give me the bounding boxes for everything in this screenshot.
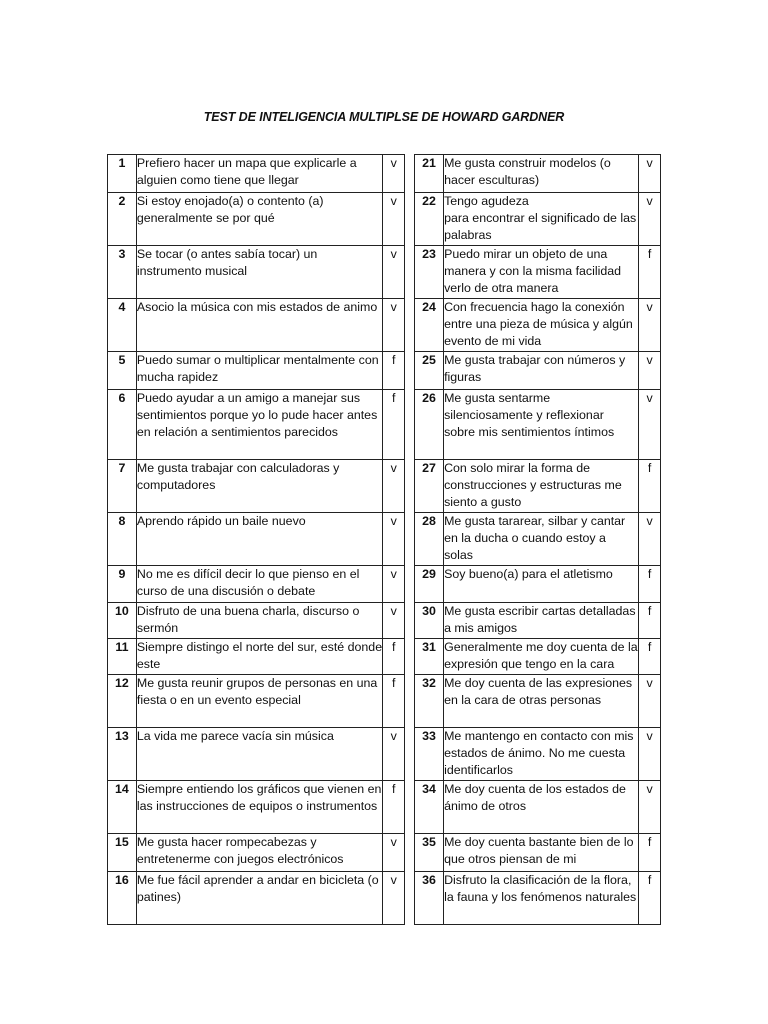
question-number: 21 [415, 155, 444, 193]
question-row [108, 246, 405, 299]
question-number: 30 [415, 603, 444, 639]
question-text: Me gusta hacer rompecabezas y entretenerme con juegos electrónicos [136, 834, 382, 872]
question-text: Prefiero hacer un mapa que explicarle a alguien como tiene que llegar [136, 155, 382, 193]
question-row [415, 460, 661, 513]
question-number: 2 [108, 193, 137, 246]
question-text: Aprendo rápido un baile nuevo [136, 513, 382, 566]
answer-cell: f [639, 872, 661, 925]
questions-table-right-body [415, 155, 661, 925]
question-text: Generalmente me doy cuenta de la expresión que tengo en la cara [444, 639, 639, 675]
question-number: 34 [415, 781, 444, 834]
question-text: Puedo mirar un objeto de una manera y con la misma facilidad verlo de otra manera [444, 246, 639, 299]
answer-cell: f [383, 675, 405, 728]
question-number: 26 [415, 390, 444, 460]
question-row [108, 352, 405, 390]
answer-cell: v [383, 299, 405, 352]
question-number: 3 [108, 246, 137, 299]
question-number: 16 [108, 872, 137, 925]
question-row [415, 781, 661, 834]
question-row [415, 728, 661, 781]
question-number: 12 [108, 675, 137, 728]
question-text: Puedo ayudar a un amigo a manejar sus sentimientos porque yo lo pude hacer antes en relación a sentimientos parecidos [136, 390, 382, 460]
question-text: La vida me parece vacía sin música [136, 728, 382, 781]
question-text: Me gusta tararear, silbar y cantar en la ducha o cuando estoy a solas [444, 513, 639, 566]
answer-cell: v [383, 834, 405, 872]
question-number: 35 [415, 834, 444, 872]
answer-cell: v [639, 675, 661, 728]
question-text: Me fue fácil aprender a andar en bicicleta (o patines) [136, 872, 382, 925]
answer-cell: v [639, 781, 661, 834]
question-row [108, 872, 405, 925]
question-text: Me gusta sentarme silenciosamente y reflexionar sobre mis sentimientos íntimos [444, 390, 639, 460]
questions-table-right [414, 154, 661, 925]
question-row [415, 675, 661, 728]
question-row [415, 246, 661, 299]
answer-cell: v [383, 460, 405, 513]
question-row [108, 460, 405, 513]
answer-cell: v [639, 352, 661, 390]
answer-cell: v [639, 728, 661, 781]
question-text: Con solo mirar la forma de construcciones y estructuras me siento a gusto [444, 460, 639, 513]
answer-cell: v [639, 193, 661, 246]
question-number: 11 [108, 639, 137, 675]
question-row [415, 872, 661, 925]
answer-cell: f [383, 352, 405, 390]
question-text: Soy bueno(a) para el atletismo [444, 566, 639, 603]
question-row [415, 603, 661, 639]
question-row [415, 513, 661, 566]
answer-cell: v [383, 566, 405, 603]
questions-table-left-body [108, 155, 405, 925]
answer-cell: v [639, 155, 661, 193]
answer-cell: f [383, 639, 405, 675]
question-number: 24 [415, 299, 444, 352]
question-row [415, 834, 661, 872]
question-text: Me doy cuenta de las expresiones en la cara de otras personas [444, 675, 639, 728]
question-number: 13 [108, 728, 137, 781]
question-number: 25 [415, 352, 444, 390]
answer-cell: v [383, 155, 405, 193]
question-row [415, 639, 661, 675]
question-text: Me mantengo en contacto con mis estados de ánimo. No me cuesta identificarlos [444, 728, 639, 781]
question-number: 36 [415, 872, 444, 925]
question-number: 28 [415, 513, 444, 566]
answer-cell: v [383, 728, 405, 781]
question-number: 32 [415, 675, 444, 728]
question-number: 10 [108, 603, 137, 639]
question-number: 33 [415, 728, 444, 781]
question-text: Disfruto la clasificación de la flora, la fauna y los fenómenos naturales [444, 872, 639, 925]
answer-cell: v [383, 246, 405, 299]
question-row [108, 781, 405, 834]
question-number: 14 [108, 781, 137, 834]
question-text: Disfruto de una buena charla, discurso o sermón [136, 603, 382, 639]
question-row [108, 675, 405, 728]
question-text: Me doy cuenta de los estados de ánimo de otros [444, 781, 639, 834]
question-row [415, 193, 661, 246]
question-row [108, 603, 405, 639]
page-title: TEST DE INTELIGENCIA MULTIPLSE DE HOWARD GARDNER [203, 110, 565, 124]
question-number: 23 [415, 246, 444, 299]
question-text: Tengo agudeza para encontrar el significado de las palabras [444, 193, 639, 246]
answer-cell: f [639, 460, 661, 513]
answer-cell: f [639, 566, 661, 603]
question-text: Me gusta trabajar con calculadoras y computadores [136, 460, 382, 513]
question-text: Siempre distingo el norte del sur, esté donde este [136, 639, 382, 675]
question-text: Se tocar (o antes sabía tocar) un instrumento musical [136, 246, 382, 299]
question-text: Me doy cuenta bastante bien de lo que otros piensan de mi [444, 834, 639, 872]
answer-cell: f [383, 781, 405, 834]
answer-cell: f [639, 603, 661, 639]
question-row [108, 193, 405, 246]
answer-cell: v [639, 513, 661, 566]
question-text: Me gusta construir modelos (o hacer esculturas) [444, 155, 639, 193]
question-text: Siempre entiendo los gráficos que vienen en las instrucciones de equipos o instrumentos [136, 781, 382, 834]
question-text: Puedo sumar o multiplicar mentalmente con mucha rapidez [136, 352, 382, 390]
answer-cell: v [639, 299, 661, 352]
answer-cell: f [639, 246, 661, 299]
question-number: 7 [108, 460, 137, 513]
question-row [108, 390, 405, 460]
question-row [108, 299, 405, 352]
question-number: 8 [108, 513, 137, 566]
question-number: 27 [415, 460, 444, 513]
answer-cell: v [383, 603, 405, 639]
question-number: 22 [415, 193, 444, 246]
question-text: Asocio la música con mis estados de animo [136, 299, 382, 352]
question-number: 31 [415, 639, 444, 675]
question-text: Con frecuencia hago la conexión entre una pieza de música y algún evento de mi vida [444, 299, 639, 352]
question-row [415, 390, 661, 460]
question-text: Me gusta escribir cartas detalladas a mis amigos [444, 603, 639, 639]
question-number: 29 [415, 566, 444, 603]
answer-cell: f [383, 390, 405, 460]
question-text: Me gusta reunir grupos de personas en una fiesta o en un evento especial [136, 675, 382, 728]
answer-cell: v [383, 193, 405, 246]
question-row [415, 352, 661, 390]
question-text: Si estoy enojado(a) o contento (a) generalmente se por qué [136, 193, 382, 246]
question-row [108, 513, 405, 566]
answer-cell: v [383, 513, 405, 566]
questions-table-left [107, 154, 405, 925]
answer-cell: f [639, 834, 661, 872]
answer-cell: v [383, 872, 405, 925]
question-row [108, 566, 405, 603]
question-text: Me gusta trabajar con números y figuras [444, 352, 639, 390]
answer-cell: v [639, 390, 661, 460]
question-row [108, 728, 405, 781]
question-number: 9 [108, 566, 137, 603]
question-number: 5 [108, 352, 137, 390]
question-number: 6 [108, 390, 137, 460]
question-row [415, 155, 661, 193]
question-row [415, 566, 661, 603]
question-row [415, 299, 661, 352]
question-row [108, 155, 405, 193]
answer-cell: f [639, 639, 661, 675]
question-number: 1 [108, 155, 137, 193]
question-row [108, 639, 405, 675]
question-row [108, 834, 405, 872]
question-number: 4 [108, 299, 137, 352]
question-text: No me es difícil decir lo que pienso en el curso de una discusión o debate [136, 566, 382, 603]
question-number: 15 [108, 834, 137, 872]
